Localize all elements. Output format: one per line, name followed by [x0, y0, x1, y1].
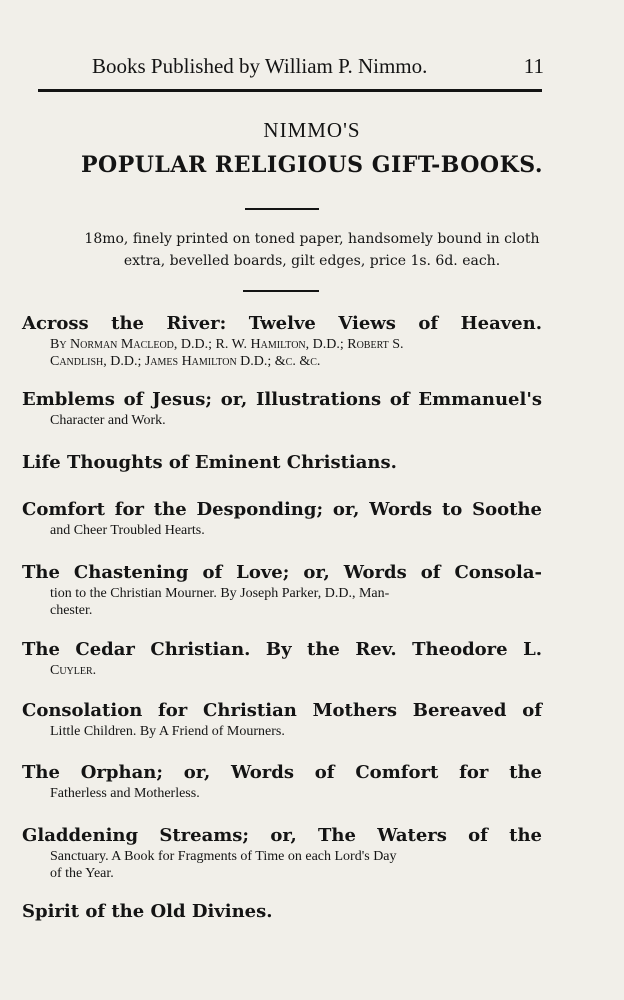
book-entry [22, 388, 542, 429]
edition-description [0, 228, 624, 272]
book-detail: Cuyler. [50, 663, 97, 678]
book-title: Comfort for the Desponding; or, Words to Soothe [22, 499, 542, 520]
publisher-line: NIMMO'S [263, 118, 361, 142]
book-detail: tion to the Christian Mourner. By Joseph Parker, D.D., Man- [50, 586, 390, 601]
book-title: Across the River: Twelve Views of Heaven. [22, 313, 542, 334]
book-detail: By Norman Macleod, D.D.; R. W. Hamilton, D.D.; Robert S. [50, 337, 404, 352]
book-title: Gladdening Streams; or, The Waters of the [22, 825, 542, 846]
book-detail: Candlish, D.D.; James Hamilton D.D.; &c. &c. [50, 354, 321, 369]
running-head [92, 54, 544, 79]
book-title: Life Thoughts of Eminent Christians. [22, 452, 397, 473]
book-title: The Cedar Christian. By the Rev. Theodore L. [22, 639, 542, 660]
book-detail: and Cheer Troubled Hearts. [50, 523, 205, 538]
book-title: Emblems of Jesus; or, Illustrations of Emmanuel's [22, 389, 542, 410]
book-detail: chester. [50, 603, 93, 618]
book-entry [22, 699, 542, 740]
page-number: 11 [523, 54, 544, 78]
running-head-title: Books Published by William P. Nimmo. [92, 54, 428, 78]
header-rule [38, 89, 542, 92]
book-entry [22, 312, 542, 370]
book-entry [22, 824, 542, 882]
book-title: Spirit of the Old Divines. [22, 901, 273, 922]
book-title: The Chastening of Love; or, Words of Consola- [22, 562, 542, 583]
book-detail: Little Children. By A Friend of Mourners. [50, 724, 285, 739]
book-detail: of the Year. [50, 866, 114, 881]
book-detail: Sanctuary. A Book for Fragments of Time on each Lord's Day [50, 849, 397, 864]
page-title: POPULAR RELIGIOUS GIFT-BOOKS. [81, 152, 543, 178]
book-entry [22, 498, 542, 539]
description-rule [243, 290, 319, 292]
book-entry [22, 561, 542, 619]
description-line: 18mo, finely printed on toned paper, handsomely bound in cloth [84, 231, 540, 247]
book-detail: Character and Work. [50, 413, 166, 428]
book-title: The Orphan; or, Words of Comfort for the [22, 762, 542, 783]
book-entry [22, 761, 542, 802]
book-entry [22, 638, 542, 679]
title-rule [245, 208, 319, 210]
book-entry [22, 451, 542, 475]
description-line: extra, bevelled boards, gilt edges, price 1s. 6d. each. [123, 253, 501, 269]
book-entry [22, 900, 542, 924]
book-title: Consolation for Christian Mothers Bereaved of [22, 700, 542, 721]
book-detail: Fatherless and Motherless. [50, 786, 200, 801]
